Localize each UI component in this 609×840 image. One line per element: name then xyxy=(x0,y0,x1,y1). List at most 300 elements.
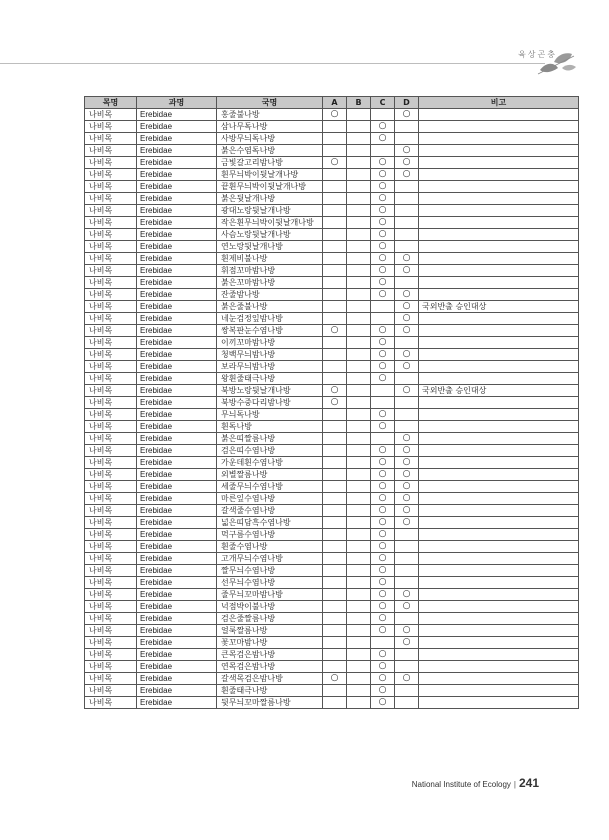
remarks-cell xyxy=(419,589,579,601)
order-cell: 나비목 xyxy=(85,193,137,205)
a-mark-cell xyxy=(323,265,347,277)
remarks-cell xyxy=(419,145,579,157)
korean-name-cell: 넉점박이불나방 xyxy=(217,601,323,613)
c-mark-cell: ○ xyxy=(371,457,395,469)
family-cell: Erebidae xyxy=(137,469,217,481)
remarks-cell xyxy=(419,289,579,301)
col-header-order: 목명 xyxy=(85,97,137,109)
remarks-cell xyxy=(419,541,579,553)
order-cell: 나비목 xyxy=(85,481,137,493)
remarks-cell xyxy=(419,181,579,193)
family-cell: Erebidae xyxy=(137,529,217,541)
c-mark-cell: ○ xyxy=(371,589,395,601)
d-mark-cell: ○ xyxy=(395,589,419,601)
c-mark-cell: ○ xyxy=(371,349,395,361)
table-row xyxy=(85,541,579,553)
leaf-ornament-icon xyxy=(536,50,578,76)
table-row xyxy=(85,637,579,649)
remarks-cell xyxy=(419,397,579,409)
family-cell: Erebidae xyxy=(137,241,217,253)
order-cell: 나비목 xyxy=(85,457,137,469)
table-row xyxy=(85,145,579,157)
table-row xyxy=(85,265,579,277)
a-mark-cell xyxy=(323,493,347,505)
family-cell: Erebidae xyxy=(137,517,217,529)
table-row xyxy=(85,373,579,385)
korean-name-cell: 붉은띠짤름나방 xyxy=(217,433,323,445)
family-cell: Erebidae xyxy=(137,145,217,157)
family-cell: Erebidae xyxy=(137,673,217,685)
order-cell: 나비목 xyxy=(85,517,137,529)
order-cell: 나비목 xyxy=(85,577,137,589)
korean-name-cell: 넓은띠담흑수염나방 xyxy=(217,517,323,529)
c-mark-cell xyxy=(371,433,395,445)
a-mark-cell: ○ xyxy=(323,673,347,685)
a-mark-cell xyxy=(323,421,347,433)
a-mark-cell xyxy=(323,469,347,481)
c-mark-cell: ○ xyxy=(371,685,395,697)
order-cell: 나비목 xyxy=(85,397,137,409)
remarks-cell xyxy=(419,313,579,325)
a-mark-cell xyxy=(323,445,347,457)
family-cell: Erebidae xyxy=(137,193,217,205)
a-mark-cell xyxy=(323,517,347,529)
b-mark-cell xyxy=(347,625,371,637)
a-mark-cell xyxy=(323,661,347,673)
remarks-cell xyxy=(419,121,579,133)
a-mark-cell xyxy=(323,481,347,493)
korean-name-cell: 북방수중다리밤나방 xyxy=(217,397,323,409)
korean-name-cell: 흰무늬박이뒷날개나방 xyxy=(217,169,323,181)
d-mark-cell: ○ xyxy=(395,433,419,445)
c-mark-cell: ○ xyxy=(371,325,395,337)
a-mark-cell xyxy=(323,229,347,241)
d-mark-cell xyxy=(395,697,419,709)
korean-name-cell: 붉은뒷날개나방 xyxy=(217,193,323,205)
b-mark-cell xyxy=(347,661,371,673)
table-header-row xyxy=(85,97,579,109)
b-mark-cell xyxy=(347,337,371,349)
korean-name-cell: 붉은수염독나방 xyxy=(217,145,323,157)
b-mark-cell xyxy=(347,469,371,481)
family-cell: Erebidae xyxy=(137,409,217,421)
family-cell: Erebidae xyxy=(137,493,217,505)
b-mark-cell xyxy=(347,577,371,589)
b-mark-cell xyxy=(347,493,371,505)
order-cell: 나비목 xyxy=(85,373,137,385)
d-mark-cell: ○ xyxy=(395,445,419,457)
family-cell: Erebidae xyxy=(137,589,217,601)
order-cell: 나비목 xyxy=(85,229,137,241)
korean-name-cell: 흰독나방 xyxy=(217,421,323,433)
korean-name-cell: 끝흰무늬박이뒷날개나방 xyxy=(217,181,323,193)
order-cell: 나비목 xyxy=(85,649,137,661)
remarks-cell xyxy=(419,349,579,361)
family-cell: Erebidae xyxy=(137,433,217,445)
a-mark-cell xyxy=(323,409,347,421)
a-mark-cell xyxy=(323,589,347,601)
a-mark-cell xyxy=(323,277,347,289)
family-cell: Erebidae xyxy=(137,553,217,565)
table-row xyxy=(85,409,579,421)
remarks-cell xyxy=(419,361,579,373)
col-header-a: A xyxy=(323,97,347,109)
d-mark-cell: ○ xyxy=(395,469,419,481)
table-row xyxy=(85,313,579,325)
remarks-cell xyxy=(419,157,579,169)
table-row xyxy=(85,121,579,133)
table-row xyxy=(85,133,579,145)
b-mark-cell xyxy=(347,541,371,553)
korean-name-cell: 흰줄태극나방 xyxy=(217,685,323,697)
d-mark-cell xyxy=(395,409,419,421)
table-row xyxy=(85,589,579,601)
d-mark-cell xyxy=(395,181,419,193)
table-row xyxy=(85,577,579,589)
remarks-cell xyxy=(419,649,579,661)
order-cell: 나비목 xyxy=(85,289,137,301)
remarks-cell xyxy=(419,109,579,121)
d-mark-cell: ○ xyxy=(395,517,419,529)
table-row xyxy=(85,193,579,205)
b-mark-cell xyxy=(347,349,371,361)
d-mark-cell xyxy=(395,685,419,697)
korean-name-cell: 연노랑뒷날개나방 xyxy=(217,241,323,253)
remarks-cell xyxy=(419,517,579,529)
family-cell: Erebidae xyxy=(137,421,217,433)
table-row xyxy=(85,481,579,493)
a-mark-cell xyxy=(323,577,347,589)
d-mark-cell xyxy=(395,337,419,349)
d-mark-cell: ○ xyxy=(395,673,419,685)
b-mark-cell xyxy=(347,145,371,157)
order-cell: 나비목 xyxy=(85,337,137,349)
order-cell: 나비목 xyxy=(85,613,137,625)
korean-name-cell: 외별짤름나방 xyxy=(217,469,323,481)
order-cell: 나비목 xyxy=(85,469,137,481)
order-cell: 나비목 xyxy=(85,361,137,373)
species-table xyxy=(84,96,579,709)
c-mark-cell: ○ xyxy=(371,373,395,385)
korean-name-cell: 세줄무늬수염나방 xyxy=(217,481,323,493)
a-mark-cell xyxy=(323,433,347,445)
a-mark-cell xyxy=(323,601,347,613)
c-mark-cell: ○ xyxy=(371,265,395,277)
korean-name-cell: 검은띠수염나방 xyxy=(217,445,323,457)
order-cell: 나비목 xyxy=(85,169,137,181)
order-cell: 나비목 xyxy=(85,301,137,313)
b-mark-cell xyxy=(347,277,371,289)
korean-name-cell: 작은흰무늬박이뒷날개나방 xyxy=(217,217,323,229)
remarks-cell xyxy=(419,337,579,349)
table-row xyxy=(85,457,579,469)
col-header-c: C xyxy=(371,97,395,109)
family-cell: Erebidae xyxy=(137,397,217,409)
family-cell: Erebidae xyxy=(137,109,217,121)
b-mark-cell xyxy=(347,385,371,397)
d-mark-cell xyxy=(395,613,419,625)
table-row xyxy=(85,529,579,541)
a-mark-cell xyxy=(323,169,347,181)
order-cell: 나비목 xyxy=(85,217,137,229)
d-mark-cell xyxy=(395,565,419,577)
c-mark-cell xyxy=(371,109,395,121)
c-mark-cell: ○ xyxy=(371,421,395,433)
d-mark-cell: ○ xyxy=(395,493,419,505)
b-mark-cell xyxy=(347,313,371,325)
family-cell: Erebidae xyxy=(137,625,217,637)
c-mark-cell: ○ xyxy=(371,553,395,565)
d-mark-cell xyxy=(395,217,419,229)
remarks-cell xyxy=(419,193,579,205)
d-mark-cell xyxy=(395,121,419,133)
remarks-cell xyxy=(419,493,579,505)
order-cell: 나비목 xyxy=(85,325,137,337)
b-mark-cell xyxy=(347,373,371,385)
korean-name-cell: 연목검은밤나방 xyxy=(217,661,323,673)
korean-name-cell: 먹구름수염나방 xyxy=(217,529,323,541)
publisher-name: National Institute of Ecology xyxy=(411,780,511,789)
remarks-cell xyxy=(419,265,579,277)
table-row xyxy=(85,493,579,505)
c-mark-cell: ○ xyxy=(371,217,395,229)
d-mark-cell xyxy=(395,133,419,145)
d-mark-cell xyxy=(395,421,419,433)
korean-name-cell: 광대노랑뒷날개나방 xyxy=(217,205,323,217)
d-mark-cell xyxy=(395,193,419,205)
korean-name-cell: 줄무늬꼬마밤나방 xyxy=(217,589,323,601)
b-mark-cell xyxy=(347,265,371,277)
a-mark-cell xyxy=(323,301,347,313)
remarks-cell xyxy=(419,421,579,433)
d-mark-cell: ○ xyxy=(395,157,419,169)
korean-name-cell: 꽃꼬마밤나방 xyxy=(217,637,323,649)
order-cell: 나비목 xyxy=(85,253,137,265)
family-cell: Erebidae xyxy=(137,133,217,145)
c-mark-cell: ○ xyxy=(371,529,395,541)
c-mark-cell: ○ xyxy=(371,169,395,181)
family-cell: Erebidae xyxy=(137,301,217,313)
family-cell: Erebidae xyxy=(137,685,217,697)
order-cell: 나비목 xyxy=(85,565,137,577)
c-mark-cell: ○ xyxy=(371,181,395,193)
b-mark-cell xyxy=(347,421,371,433)
remarks-cell xyxy=(419,373,579,385)
remarks-cell xyxy=(419,673,579,685)
remarks-cell xyxy=(419,553,579,565)
b-mark-cell xyxy=(347,193,371,205)
remarks-cell xyxy=(419,277,579,289)
korean-name-cell: 보라무늬밤나방 xyxy=(217,361,323,373)
order-cell: 나비목 xyxy=(85,409,137,421)
col-header-d: D xyxy=(395,97,419,109)
table-row xyxy=(85,517,579,529)
order-cell: 나비목 xyxy=(85,157,137,169)
table-row xyxy=(85,337,579,349)
d-mark-cell xyxy=(395,397,419,409)
table-row xyxy=(85,325,579,337)
a-mark-cell xyxy=(323,457,347,469)
a-mark-cell xyxy=(323,121,347,133)
remarks-cell: 국외반출 승인대상 xyxy=(419,301,579,313)
family-cell: Erebidae xyxy=(137,445,217,457)
order-cell: 나비목 xyxy=(85,541,137,553)
korean-name-cell: 큰목검은밤나방 xyxy=(217,649,323,661)
c-mark-cell: ○ xyxy=(371,493,395,505)
c-mark-cell: ○ xyxy=(371,133,395,145)
korean-name-cell: 휘점꼬마밤나방 xyxy=(217,265,323,277)
c-mark-cell: ○ xyxy=(371,673,395,685)
c-mark-cell: ○ xyxy=(371,469,395,481)
c-mark-cell: ○ xyxy=(371,601,395,613)
d-mark-cell: ○ xyxy=(395,601,419,613)
remarks-cell xyxy=(419,205,579,217)
family-cell: Erebidae xyxy=(137,649,217,661)
table-row xyxy=(85,169,579,181)
b-mark-cell xyxy=(347,613,371,625)
d-mark-cell: ○ xyxy=(395,325,419,337)
order-cell: 나비목 xyxy=(85,505,137,517)
c-mark-cell: ○ xyxy=(371,505,395,517)
d-mark-cell: ○ xyxy=(395,361,419,373)
a-mark-cell xyxy=(323,253,347,265)
b-mark-cell xyxy=(347,181,371,193)
family-cell: Erebidae xyxy=(137,217,217,229)
table-row xyxy=(85,181,579,193)
korean-name-cell: 사방무늬독나방 xyxy=(217,133,323,145)
col-header-family: 과명 xyxy=(137,97,217,109)
c-mark-cell xyxy=(371,301,395,313)
b-mark-cell xyxy=(347,517,371,529)
b-mark-cell xyxy=(347,601,371,613)
family-cell: Erebidae xyxy=(137,565,217,577)
table-row xyxy=(85,217,579,229)
korean-name-cell: 사슴노랑뒷날개나방 xyxy=(217,229,323,241)
d-mark-cell: ○ xyxy=(395,505,419,517)
a-mark-cell xyxy=(323,685,347,697)
b-mark-cell xyxy=(347,649,371,661)
table-row xyxy=(85,349,579,361)
family-cell: Erebidae xyxy=(137,373,217,385)
c-mark-cell: ○ xyxy=(371,121,395,133)
family-cell: Erebidae xyxy=(137,661,217,673)
d-mark-cell: ○ xyxy=(395,301,419,313)
remarks-cell xyxy=(419,481,579,493)
table-row xyxy=(85,625,579,637)
c-mark-cell xyxy=(371,313,395,325)
d-mark-cell: ○ xyxy=(395,637,419,649)
c-mark-cell: ○ xyxy=(371,577,395,589)
c-mark-cell: ○ xyxy=(371,205,395,217)
order-cell: 나비목 xyxy=(85,685,137,697)
a-mark-cell xyxy=(323,625,347,637)
korean-name-cell: 선무늬수염나방 xyxy=(217,577,323,589)
d-mark-cell: ○ xyxy=(395,313,419,325)
korean-name-cell: 고개무늬수염나방 xyxy=(217,553,323,565)
d-mark-cell xyxy=(395,205,419,217)
table-row xyxy=(85,301,579,313)
b-mark-cell xyxy=(347,325,371,337)
d-mark-cell: ○ xyxy=(395,289,419,301)
c-mark-cell: ○ xyxy=(371,565,395,577)
remarks-cell xyxy=(419,625,579,637)
b-mark-cell xyxy=(347,457,371,469)
b-mark-cell xyxy=(347,685,371,697)
d-mark-cell xyxy=(395,541,419,553)
c-mark-cell: ○ xyxy=(371,277,395,289)
korean-name-cell: 가운데흰수염나방 xyxy=(217,457,323,469)
d-mark-cell xyxy=(395,649,419,661)
b-mark-cell xyxy=(347,529,371,541)
family-cell: Erebidae xyxy=(137,601,217,613)
c-mark-cell: ○ xyxy=(371,625,395,637)
family-cell: Erebidae xyxy=(137,481,217,493)
a-mark-cell xyxy=(323,133,347,145)
order-cell: 나비목 xyxy=(85,109,137,121)
a-mark-cell xyxy=(323,373,347,385)
b-mark-cell xyxy=(347,697,371,709)
b-mark-cell xyxy=(347,361,371,373)
korean-name-cell: 홍줄불나방 xyxy=(217,109,323,121)
order-cell: 나비목 xyxy=(85,445,137,457)
remarks-cell xyxy=(419,457,579,469)
table-row xyxy=(85,445,579,457)
family-cell: Erebidae xyxy=(137,205,217,217)
family-cell: Erebidae xyxy=(137,457,217,469)
korean-name-cell: 쌍복판눈수염나방 xyxy=(217,325,323,337)
table-row xyxy=(85,661,579,673)
korean-name-cell: 흰줄수염나방 xyxy=(217,541,323,553)
b-mark-cell xyxy=(347,673,371,685)
b-mark-cell xyxy=(347,241,371,253)
header-rule xyxy=(0,63,545,64)
c-mark-cell: ○ xyxy=(371,541,395,553)
b-mark-cell xyxy=(347,253,371,265)
b-mark-cell xyxy=(347,589,371,601)
table-row xyxy=(85,253,579,265)
a-mark-cell xyxy=(323,649,347,661)
a-mark-cell xyxy=(323,529,347,541)
remarks-cell xyxy=(419,685,579,697)
order-cell: 나비목 xyxy=(85,529,137,541)
a-mark-cell: ○ xyxy=(323,385,347,397)
footer-separator: | xyxy=(513,780,516,789)
a-mark-cell xyxy=(323,241,347,253)
korean-name-cell: 마른잎수염나방 xyxy=(217,493,323,505)
korean-name-cell: 얼룩짤름나방 xyxy=(217,625,323,637)
family-cell: Erebidae xyxy=(137,541,217,553)
table-row xyxy=(85,289,579,301)
a-mark-cell xyxy=(323,193,347,205)
order-cell: 나비목 xyxy=(85,673,137,685)
remarks-cell xyxy=(419,169,579,181)
a-mark-cell xyxy=(323,565,347,577)
korean-name-cell: 금빛갈고리밤나방 xyxy=(217,157,323,169)
b-mark-cell xyxy=(347,397,371,409)
family-cell: Erebidae xyxy=(137,361,217,373)
remarks-cell xyxy=(419,565,579,577)
c-mark-cell: ○ xyxy=(371,445,395,457)
family-cell: Erebidae xyxy=(137,277,217,289)
b-mark-cell xyxy=(347,481,371,493)
a-mark-cell xyxy=(323,553,347,565)
remarks-cell xyxy=(419,601,579,613)
order-cell: 나비목 xyxy=(85,133,137,145)
a-mark-cell xyxy=(323,637,347,649)
d-mark-cell: ○ xyxy=(395,265,419,277)
c-mark-cell: ○ xyxy=(371,481,395,493)
b-mark-cell xyxy=(347,301,371,313)
